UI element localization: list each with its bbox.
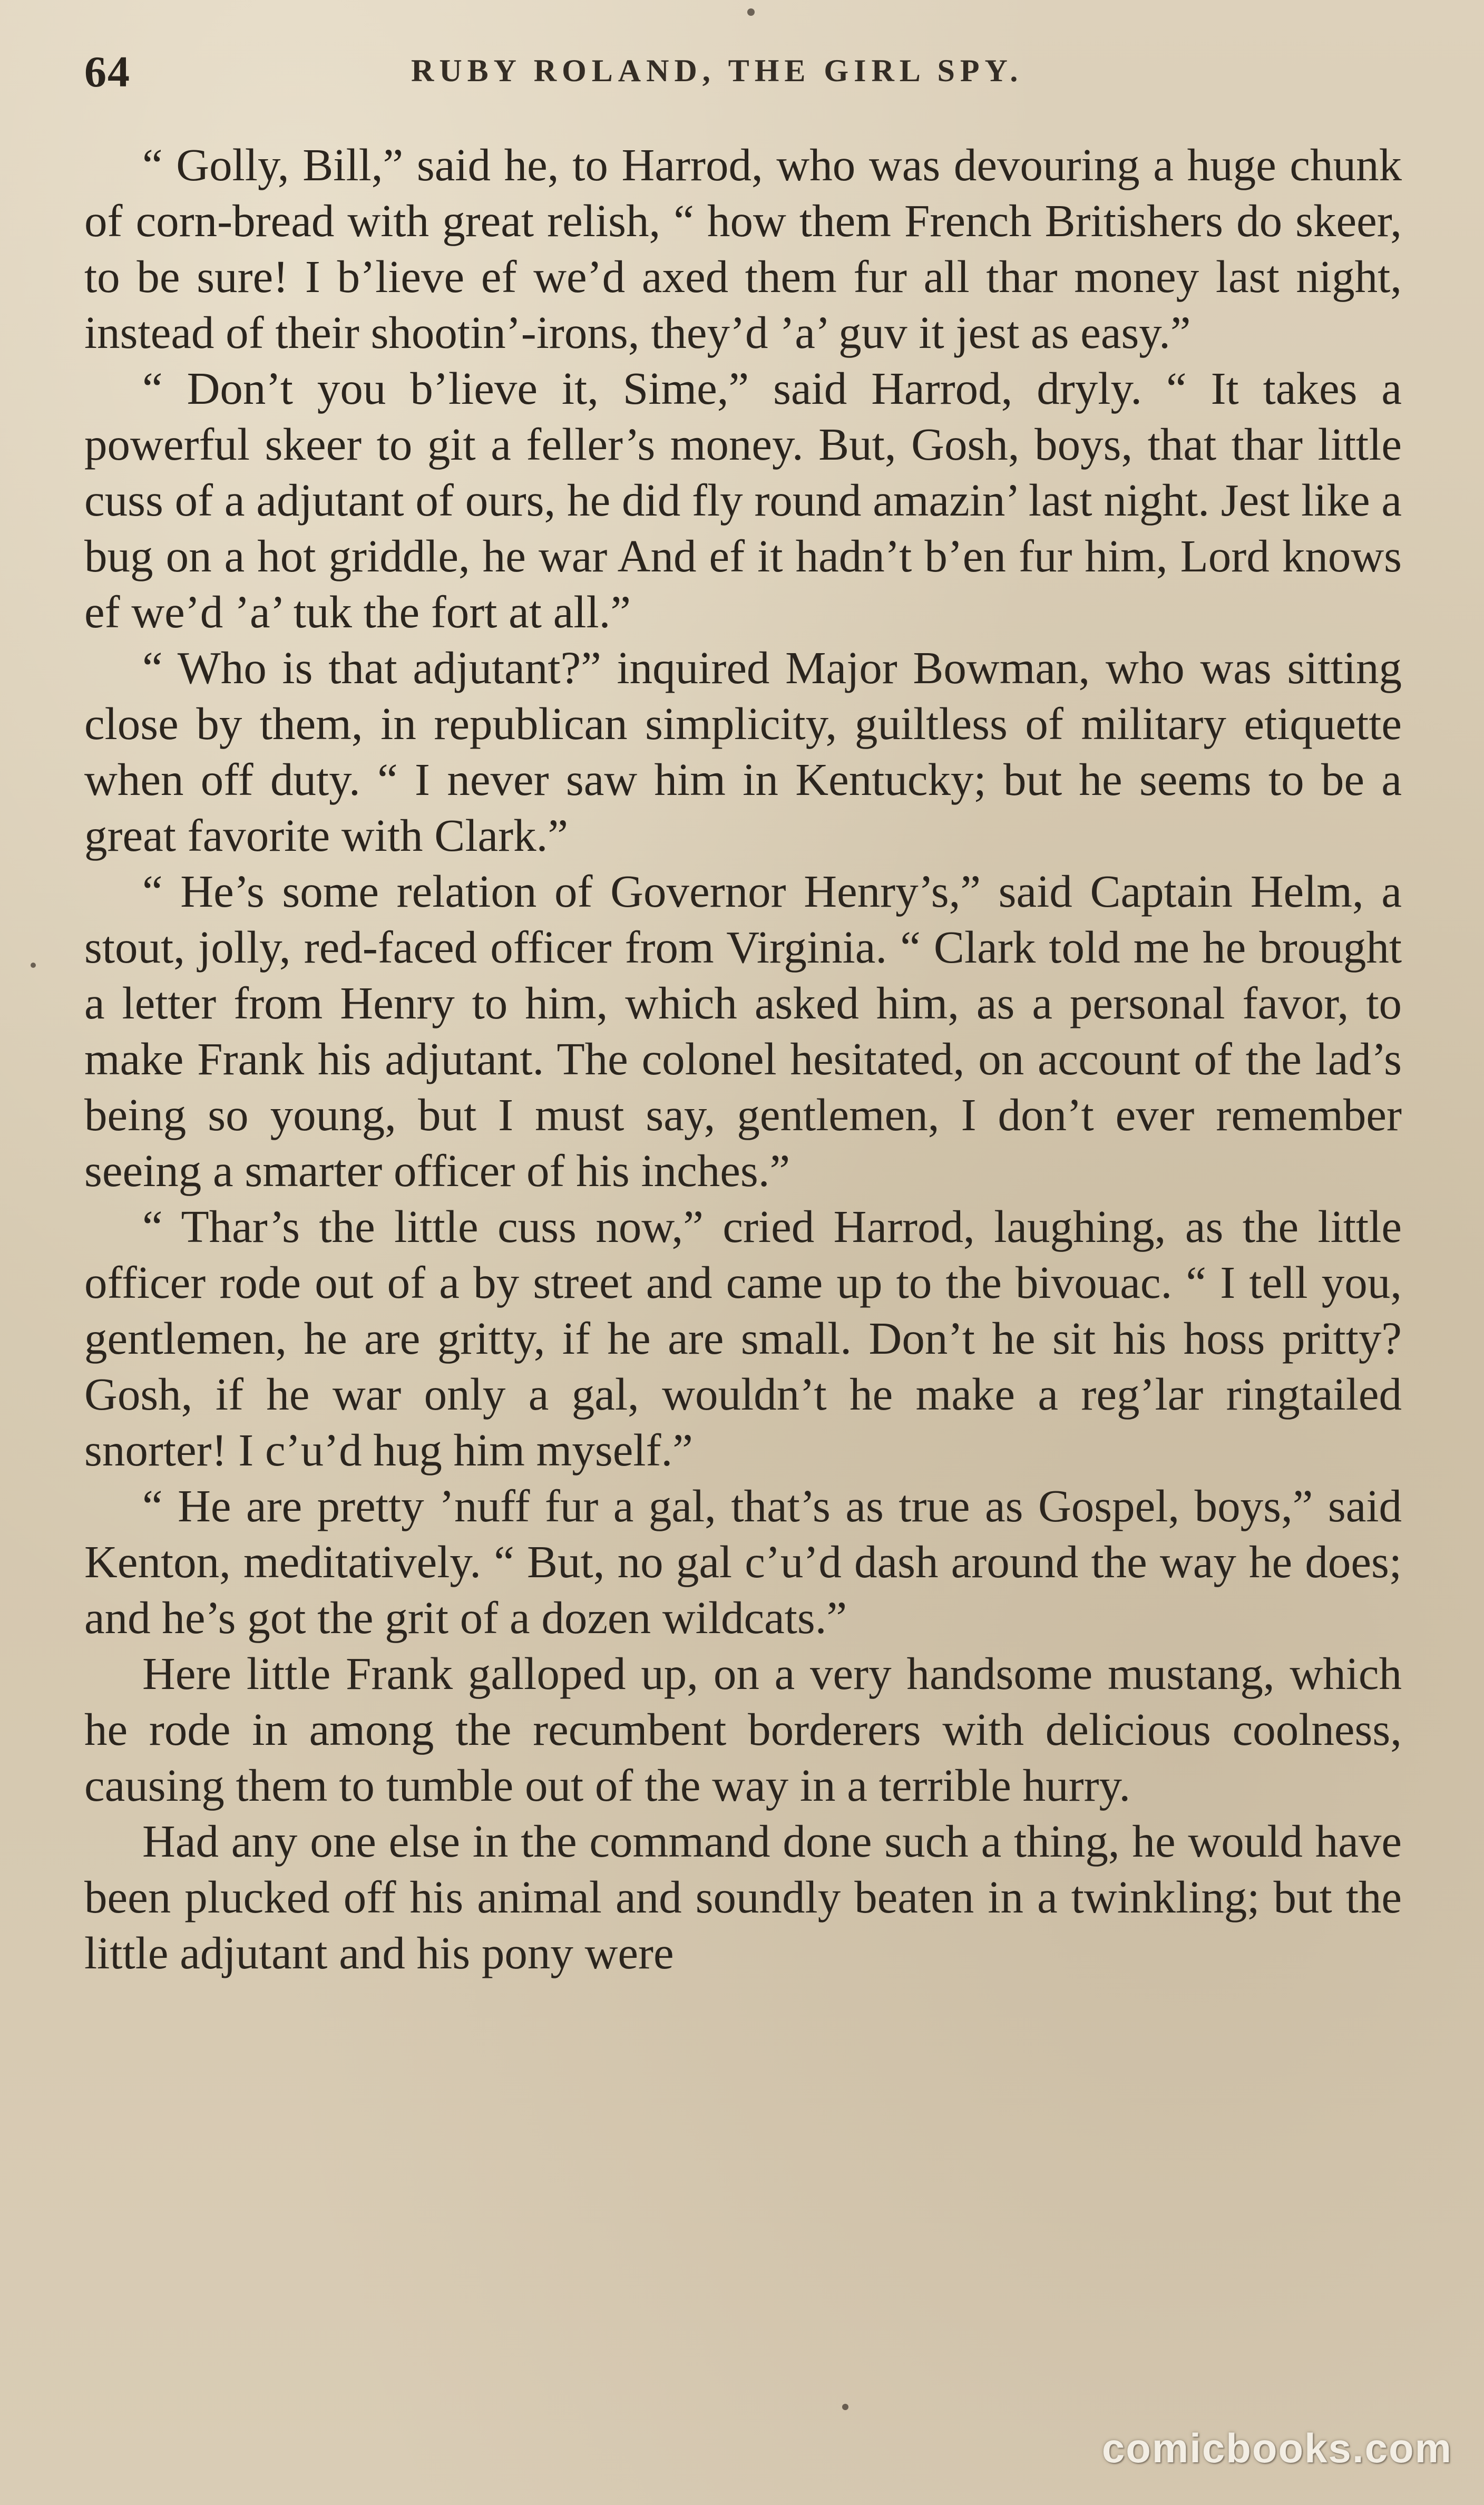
paper-speck [31,963,36,968]
running-head: RUBY ROLAND, THE GIRL SPY. [411,53,1023,88]
paragraph: Had any one else in the command done such a thing, he would have been plucked off his animal and soundly beaten in a twinkling; but the little adjutant and his pony were [84,1815,1402,1978]
paragraph: Here little Frank galloped up, on a very handsome mustang, which he rode in among the recumbent borderers with delicious coolness, causing them to tumble out of the way in a terrible hurry. [84,1648,1402,1811]
paragraph: “ He are pretty ’nuff fur a gal, that’s as true as Gospel, boys,” said Kenton, meditatively. “ But, no gal c’u’d dash around the way he does; and he’s got the grit of a dozen wildcats.” [84,1480,1402,1643]
paragraph: “ Golly, Bill,” said he, to Harrod, who was devouring a huge chunk of corn-bread with great relish, “ how them French Britishers do skeer, to be sure! I b’lieve ef we’d axed them fur all thar money last night, instead of their shootin’-irons, they’d ’a’ guv it jest as easy.” [84,139,1402,358]
page-number: 64 [84,47,131,96]
paragraph: “ Who is that adjutant?” inquired Major Bowman, who was sitting close by them, in republican simplicity, guiltless of military etiquette when off duty. “ I never saw him in Kentucky; but he seems to be a great favorite with Clark.” [84,642,1402,861]
body-text [84,137,1402,1981]
paragraph: “ He’s some relation of Governor Henry’s,” said Captain Helm, a stout, jolly, red-faced officer from Virginia. “ Clark told me he brought a letter from Henry to him, which asked him, as a personal favor, to make Frank his adjutant. The colonel hesitated, on account of the lad’s being so young, but I must say, gentlemen, I don’t ever remember seeing a smarter officer of his inches.” [84,866,1402,1196]
paper-speck [747,8,755,16]
paragraph: “ Don’t you b’lieve it, Sime,” said Harrod, dryly. “ It takes a powerful skeer to git a feller’s money. But, Gosh, boys, that thar little cuss of a adjutant of ours, he did fly round amazin’ last night. Jest like a bug on a hot griddle, he war And ef it hadn’t b’en fur him, Lord knows ef we’d ’a’ tuk the fort at all.” [84,363,1402,637]
page-header [84,37,1402,111]
paragraph: “ Thar’s the little cuss now,” cried Harrod, laughing, as the little officer rode out of a by street and came up to the bivouac. “ I tell you, gentlemen, he are gritty, if he are small. Don’t he sit his hoss pritty? Gosh, if he war only a gal, wouldn’t he make a reg’lar ringtailed snorter! I c’u’d hug him myself.” [84,1201,1402,1475]
watermark: comicbooks.com [1101,2425,1452,2471]
paper-speck [842,2404,848,2410]
